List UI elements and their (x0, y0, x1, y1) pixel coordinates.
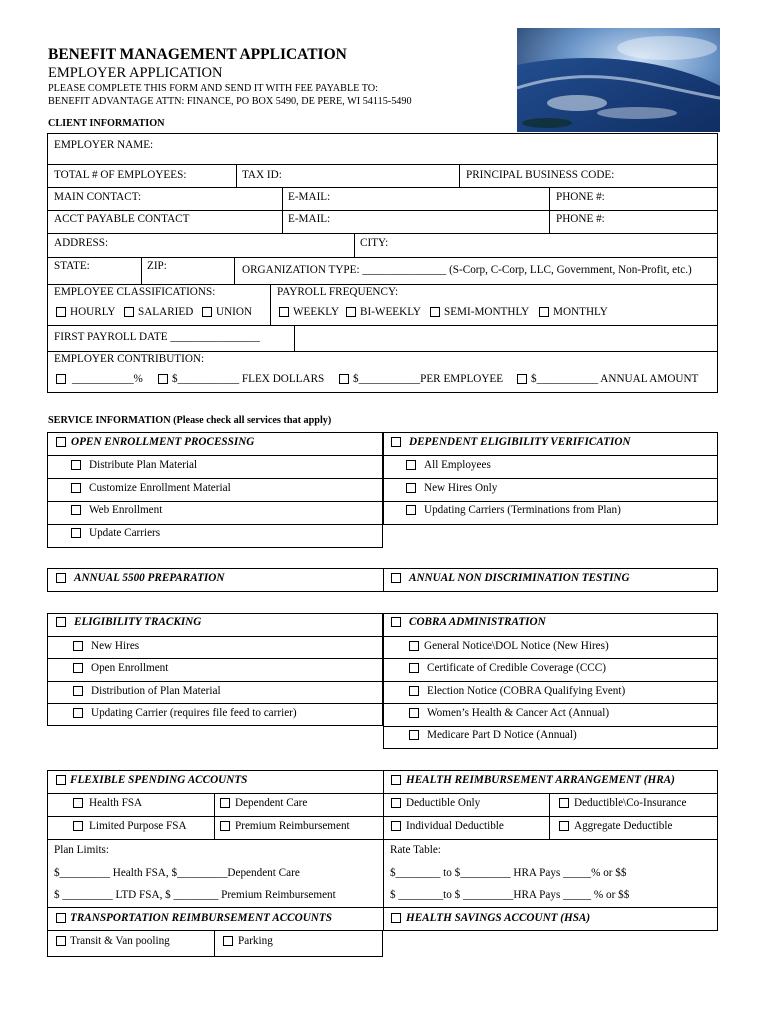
form-title: BENEFIT MANAGEMENT APPLICATION (48, 46, 347, 63)
employer-contribution-label: EMPLOYER CONTRIBUTION: (54, 353, 205, 365)
hra-checkbox[interactable] (391, 775, 401, 785)
rate-table-line-1[interactable]: $________ to $_________ HRA Pays _____% or $$ (390, 867, 627, 879)
dependent-eligibility-title: DEPENDENT ELIGIBILITY VERIFICATION (409, 436, 631, 448)
transportation-title: TRANSPORTATION REIMBURSEMENT ACCOUNTS (70, 912, 332, 924)
state-label: STATE: (54, 260, 90, 272)
non-discrimination-checkbox[interactable] (391, 573, 401, 583)
principal-business-code-label: PRINCIPAL BUSINESS CODE: (466, 169, 615, 181)
hra-title: HEALTH REIMBURSEMENT ARRANGEMENT (HRA) (406, 774, 675, 786)
et-open-enrollment-checkbox[interactable] (73, 663, 83, 673)
total-employees-label: TOTAL # OF EMPLOYEES: (54, 169, 187, 181)
annual-5500-checkbox[interactable] (56, 573, 66, 583)
weekly-checkbox[interactable] (279, 307, 289, 317)
union-checkbox[interactable] (202, 307, 212, 317)
contribution-percent-checkbox[interactable] (56, 374, 66, 384)
election-notice-label: Election Notice (COBRA Qualifying Event) (427, 685, 626, 697)
main-contact-email-label: E-MAIL: (288, 191, 331, 203)
semimonthly-checkbox[interactable] (430, 307, 440, 317)
open-enrollment-title: OPEN ENROLLMENT PROCESSING (71, 436, 255, 448)
service-information-heading: SERVICE INFORMATION (Please check all services that apply) (48, 415, 332, 426)
fsa-title: FLEXIBLE SPENDING ACCOUNTS (70, 774, 248, 786)
certificate-credible-coverage-checkbox[interactable] (409, 663, 419, 673)
hsa-checkbox[interactable] (391, 913, 401, 923)
general-notice-label: General Notice\DOL Notice (New Hires) (424, 640, 609, 652)
premium-reimbursement-label: Premium Reimbursement (235, 820, 350, 832)
earth-from-space-photo (517, 28, 720, 132)
limited-purpose-fsa-label: Limited Purpose FSA (89, 820, 187, 832)
transportation-checkbox[interactable] (56, 913, 66, 923)
et-updating-carrier-checkbox[interactable] (73, 708, 83, 718)
web-enrollment-label: Web Enrollment (89, 504, 163, 516)
distribute-plan-material-label: Distribute Plan Material (89, 459, 198, 471)
plan-limits-label: Plan Limits: (54, 844, 110, 856)
instruction-line-1: PLEASE COMPLETE THIS FORM AND SEND IT WITH FEE PAYABLE TO: (48, 83, 378, 94)
city-label: CITY: (360, 237, 389, 249)
main-contact-phone-label: PHONE #: (556, 191, 605, 203)
deductible-only-label: Deductible Only (406, 797, 481, 809)
dependent-eligibility-checkbox[interactable] (391, 437, 401, 447)
zip-label: ZIP: (147, 260, 167, 272)
contribution-per-employee-field[interactable]: $___________PER EMPLOYEE (353, 373, 504, 385)
et-distribution-label: Distribution of Plan Material (91, 685, 221, 697)
election-notice-checkbox[interactable] (409, 686, 419, 696)
womens-health-checkbox[interactable] (409, 708, 419, 718)
deductible-coinsurance-label: Deductible\Co-Insurance (574, 797, 687, 809)
contribution-annual-checkbox[interactable] (517, 374, 527, 384)
address-label: ADDRESS: (54, 237, 109, 249)
biweekly-label: BI-WEEKLY (360, 306, 422, 318)
individual-deductible-checkbox[interactable] (391, 821, 401, 831)
acct-payable-contact-label: ACCT PAYABLE CONTACT (54, 213, 190, 225)
deductible-coinsurance-checkbox[interactable] (559, 798, 569, 808)
annual-5500-title: ANNUAL 5500 PREPARATION (74, 572, 225, 584)
eligibility-tracking-checkbox[interactable] (56, 617, 66, 627)
transit-vanpool-checkbox[interactable] (56, 936, 66, 946)
fsa-limits-line-2[interactable]: $ _________ LTD FSA, $ ________ Premium Reimbursement (54, 889, 336, 901)
all-employees-label: All Employees (424, 459, 491, 471)
updating-carriers-terminations-label: Updating Carriers (Terminations from Plan) (424, 504, 621, 516)
monthly-checkbox[interactable] (539, 307, 549, 317)
dependent-care-checkbox[interactable] (220, 798, 230, 808)
new-hires-only-checkbox[interactable] (406, 483, 416, 493)
premium-reimbursement-checkbox[interactable] (220, 821, 230, 831)
fsa-checkbox[interactable] (56, 775, 66, 785)
aggregate-deductible-checkbox[interactable] (559, 821, 569, 831)
limited-purpose-fsa-checkbox[interactable] (73, 821, 83, 831)
hourly-label: HOURLY (70, 306, 116, 318)
womens-health-label: Women’s Health & Cancer Act (Annual) (427, 707, 610, 719)
all-employees-checkbox[interactable] (406, 460, 416, 470)
acct-payable-phone-label: PHONE #: (556, 213, 605, 225)
medicare-part-d-label: Medicare Part D Notice (Annual) (427, 729, 577, 741)
rate-table-line-2[interactable]: $ ________to $ _________HRA Pays _____ % or $$ (390, 889, 630, 901)
aggregate-deductible-label: Aggregate Deductible (574, 820, 673, 832)
semimonthly-label: SEMI-MONTHLY (444, 306, 530, 318)
et-new-hires-label: New Hires (91, 640, 140, 652)
customize-enrollment-material-label: Customize Enrollment Material (89, 482, 231, 494)
rate-table-label: Rate Table: (390, 844, 441, 856)
eligibility-tracking-title: ELIGIBILITY TRACKING (74, 616, 202, 628)
update-carriers-checkbox[interactable] (71, 528, 81, 538)
first-payroll-date-label: FIRST PAYROLL DATE ________________ (54, 331, 260, 343)
cobra-title: COBRA ADMINISTRATION (409, 616, 546, 628)
health-fsa-checkbox[interactable] (73, 798, 83, 808)
non-discrimination-title: ANNUAL NON DISCRIMINATION TESTING (409, 572, 630, 584)
salaried-label: SALARIED (138, 306, 194, 318)
et-open-enrollment-label: Open Enrollment (91, 662, 169, 674)
certificate-credible-coverage-label: Certificate of Credible Coverage (CCC) (427, 662, 606, 674)
employee-classifications-label: EMPLOYEE CLASSIFICATIONS: (54, 286, 216, 298)
hsa-title: HEALTH SAVINGS ACCOUNT (HSA) (406, 912, 591, 924)
medicare-part-d-checkbox[interactable] (409, 730, 419, 740)
client-information-heading: CLIENT INFORMATION (48, 118, 165, 129)
web-enrollment-checkbox[interactable] (71, 505, 81, 515)
et-updating-carrier-label: Updating Carrier (requires file feed to carrier) (91, 707, 297, 719)
et-new-hires-checkbox[interactable] (73, 641, 83, 651)
hourly-checkbox[interactable] (56, 307, 66, 317)
transit-vanpool-label: Transit & Van pooling (70, 935, 170, 947)
new-hires-only-label: New Hires Only (424, 482, 498, 494)
health-fsa-label: Health FSA (89, 797, 143, 809)
contribution-percent-field[interactable]: ___________% (72, 373, 143, 385)
organization-type-label: ORGANIZATION TYPE: _______________ (S-Corp, C-Corp, LLC, Government, Non-Profit, etc.) (242, 264, 692, 276)
parking-label: Parking (238, 935, 273, 947)
distribute-plan-material-checkbox[interactable] (71, 460, 81, 470)
individual-deductible-label: Individual Deductible (406, 820, 504, 832)
deductible-only-checkbox[interactable] (391, 798, 401, 808)
open-enrollment-checkbox[interactable] (56, 437, 66, 447)
update-carriers-label: Update Carriers (89, 527, 161, 539)
salaried-checkbox[interactable] (124, 307, 134, 317)
updating-carriers-terminations-checkbox[interactable] (406, 505, 416, 515)
contribution-per-employee-checkbox[interactable] (339, 374, 349, 384)
cobra-checkbox[interactable] (391, 617, 401, 627)
customize-enrollment-material-checkbox[interactable] (71, 483, 81, 493)
union-label: UNION (216, 306, 253, 318)
main-contact-label: MAIN CONTACT: (54, 191, 142, 203)
dependent-care-label: Dependent Care (235, 797, 308, 809)
employer-name-label: EMPLOYER NAME: (54, 139, 154, 151)
monthly-label: MONTHLY (553, 306, 608, 318)
tax-id-label: TAX ID: (242, 169, 282, 181)
payroll-frequency-label: PAYROLL FREQUENCY: (277, 286, 399, 298)
contribution-annual-amount-field[interactable]: $___________ ANNUAL AMOUNT (531, 373, 699, 385)
biweekly-checkbox[interactable] (346, 307, 356, 317)
parking-checkbox[interactable] (223, 936, 233, 946)
contribution-flex-dollars-field[interactable]: $___________ FLEX DOLLARS (172, 373, 325, 385)
contribution-flex-checkbox[interactable] (158, 374, 168, 384)
et-distribution-checkbox[interactable] (73, 686, 83, 696)
fsa-limits-line-1[interactable]: $_________ Health FSA, $_________Dependent Care (54, 867, 300, 879)
acct-payable-email-label: E-MAIL: (288, 213, 331, 225)
form-subtitle: EMPLOYER APPLICATION (48, 65, 223, 81)
instruction-line-2: BENEFIT ADVANTAGE ATTN: FINANCE, PO BOX 5490, DE PERE, WI 54115-5490 (48, 96, 412, 107)
general-notice-checkbox[interactable] (409, 641, 419, 651)
weekly-label: WEEKLY (293, 306, 340, 318)
